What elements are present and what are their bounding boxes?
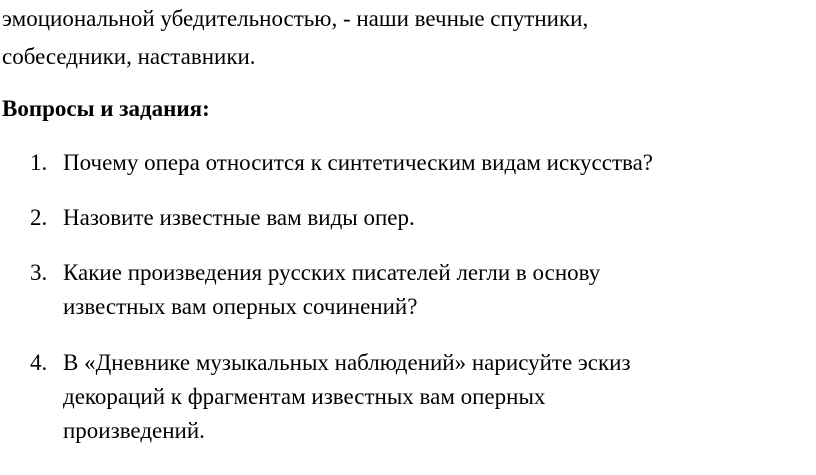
question-line: В «Дневнике музыкальных наблюдений» нарисуйте эскиз	[63, 350, 631, 375]
question-text	[63, 146, 816, 180]
question-text	[63, 256, 816, 324]
intro-line: собеседники, наставники.	[2, 44, 256, 69]
question-number: 1.	[30, 150, 48, 175]
intro-line: эмоциональной убедительностью, - наши вечные спутники,	[2, 6, 589, 31]
question-number: 4.	[30, 350, 48, 375]
question-line: известных вам оперных сочинений?	[63, 294, 418, 319]
question-text	[63, 201, 816, 235]
question-line: Назовите известные вам виды опер.	[63, 205, 415, 230]
question-text	[63, 346, 816, 448]
question-line: Почему опера относится к синтетическим видам искусства?	[63, 150, 653, 175]
question-number: 2.	[30, 205, 48, 230]
section-heading: Вопросы и задания:	[2, 96, 210, 121]
question-line: Какие произведения русских писателей легли в основу	[63, 260, 601, 285]
question-line: декораций к фрагментам известных вам оперных	[63, 384, 546, 409]
question-number: 3.	[30, 260, 48, 285]
question-line: произведений.	[63, 418, 205, 443]
intro-paragraph	[2, 0, 802, 76]
